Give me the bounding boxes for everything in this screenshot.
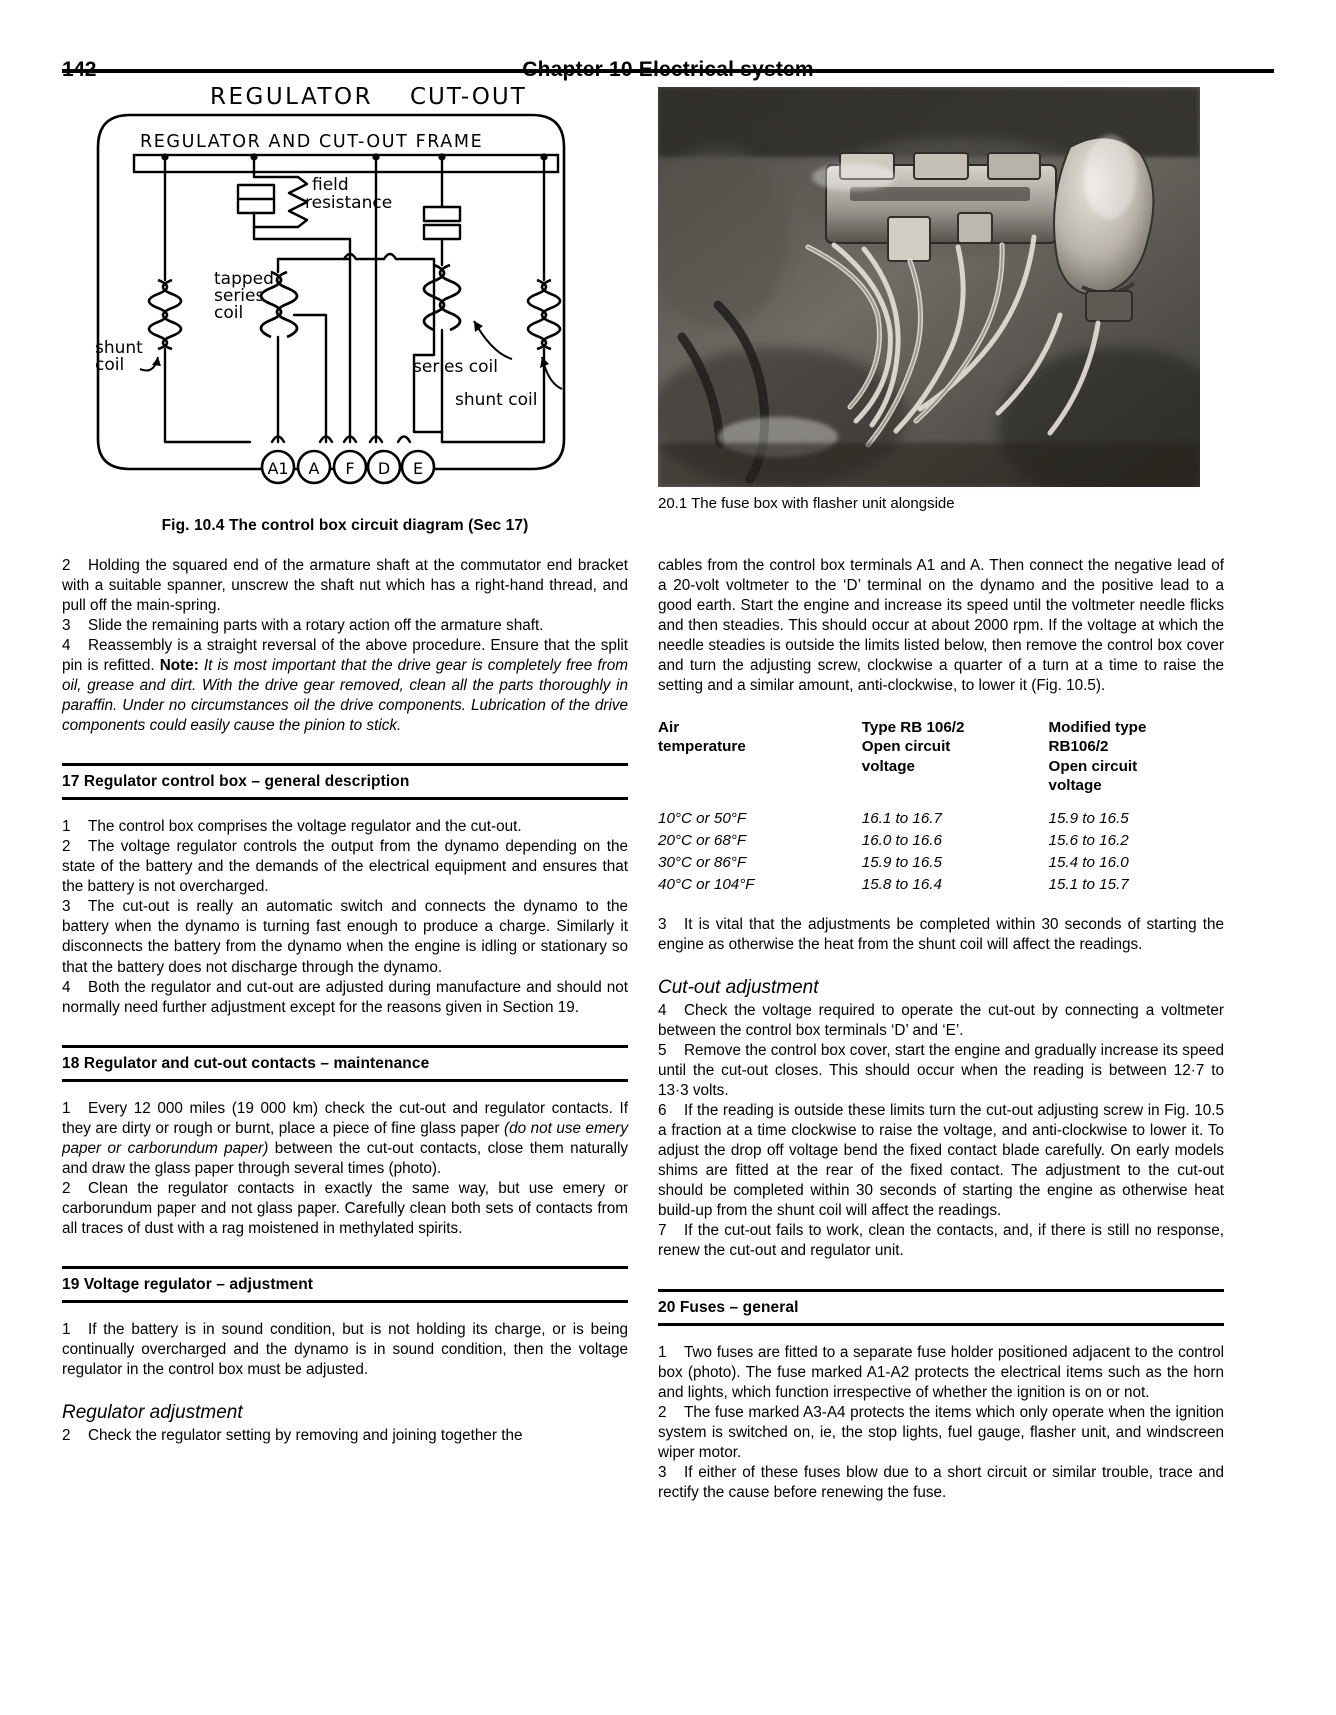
paragraph (62, 978, 628, 1018)
header-line: voltage (861, 757, 915, 775)
cell-standard-voltage: 15.8 to 16.4 (861, 875, 942, 893)
paragraph-text: It is vital that the adjustments be completed within 30 seconds of starting the engine as otherwise the heat from the shunt coil will affect the readings. (658, 916, 1224, 954)
table-row (658, 853, 1224, 875)
paragraph-number: 1 (62, 1320, 71, 1338)
table-row (658, 875, 1224, 897)
paragraph-text: Check the voltage required to operate the cut-out by connecting a voltmeter between the control box terminals ‘D’ and ‘E’. (658, 1002, 1224, 1040)
subheading-regulator-adjustment: Regulator adjustment (62, 1401, 243, 1423)
paragraph (658, 1343, 1224, 1403)
paragraph-text: Two fuses are fitted to a separate fuse holder positioned adjacent to the control box (photo). The fuse marked A1-A2 protects the electrical items such as the horn and lights, which function irrespective of whether the ignition is on or not. (658, 1343, 1224, 1401)
paragraph-text: Every 12 000 miles (19 000 km) check the cut-out and regulator contacts. If they are dirty or rough or burnt, place a piece of fine glass paper (62, 1099, 628, 1137)
paragraph-number: 2 (62, 1179, 71, 1197)
section-rule-top (62, 1266, 628, 1269)
cell-air-temperature: 20°C or 68°F (658, 831, 747, 849)
section-17 (62, 763, 628, 800)
paragraph-text: If the cut-out fails to work, clean the contacts, and, if there is still no response, renew the cut-out and regulator unit. (658, 1222, 1224, 1260)
paragraph-text: The fuse marked A3-A4 protects the items which only operate when the ignition system is switched on, ie, the stop lights, fuel gauge, flasher unit, and windscreen wiper motor. (658, 1403, 1224, 1461)
paragraph (658, 1221, 1224, 1261)
cell-standard-voltage: 15.9 to 16.5 (861, 853, 942, 871)
cell-standard-voltage: 16.1 to 16.7 (861, 809, 942, 827)
paragraph (658, 1101, 1224, 1221)
paragraph-text: Both the regulator and cut-out are adjusted during manufacture and should not normally need further adjustment except for the reasons given in Section 19. (62, 978, 628, 1016)
cell-modified-voltage: 15.9 to 16.5 (1048, 809, 1129, 827)
terminal-e-label: E (412, 459, 424, 478)
table-header-row (658, 718, 1224, 809)
table-row (658, 831, 1224, 853)
section-heading: 18 Regulator and cut-out contacts – maintenance (62, 1054, 430, 1072)
column-header-air-temperature (658, 718, 862, 809)
paragraph-number: 3 (62, 617, 71, 635)
paragraph-text: The control box comprises the voltage regulator and the cut-out. (88, 818, 522, 836)
figure-caption: Fig. 10.4 The control box circuit diagram (Sec 17) (161, 517, 529, 534)
header-line: Open circuit (1048, 757, 1138, 775)
diagram-label-shunt-right: shunt coil (455, 390, 538, 410)
paragraph-number: 2 (62, 1426, 71, 1444)
paragraph (658, 1403, 1224, 1463)
left-text-column (62, 556, 628, 1503)
paragraph (62, 897, 628, 977)
terminal-d-label: D (377, 459, 391, 478)
table-head (658, 718, 1224, 809)
header-line: Open circuit (861, 738, 951, 756)
column-header-type-rb106-2 (862, 718, 1049, 809)
paragraph (658, 1041, 1224, 1101)
paragraph (62, 1179, 628, 1239)
section-rule-bottom (62, 1079, 628, 1082)
paragraph-text: Holding the squared end of the armature shaft at the commutator end bracket with a suitable spanner, unscrew the shaft nut which has a right-hand thread, and pull off the main-spring. (62, 557, 628, 615)
cell-modified-voltage: 15.6 to 16.2 (1048, 831, 1129, 849)
terminal-a1-label: A1 (267, 459, 289, 478)
diagram-label-regulator: REGULATOR (210, 87, 374, 110)
paragraph (62, 1426, 628, 1446)
figure-column-right (658, 87, 1224, 535)
paragraph-with-note (62, 636, 628, 736)
diagram-label-shunt-left-2: coil (95, 355, 125, 375)
paragraph (658, 1463, 1224, 1503)
paragraph-text: The cut-out is really an automatic switch and connects the dynamo to the battery when the dynamo is turning fast enough to produce a charge. Similarly it disconnects the battery from the dynamo when the engine is idling or stationary so that the battery does not discharge through the dynamo. (62, 898, 628, 976)
paragraph-number: 5 (658, 1042, 667, 1060)
header-line: Air (658, 719, 680, 737)
fuse-box-photo (658, 87, 1200, 487)
section-rule-top (658, 1289, 1224, 1292)
paragraph-text: If either of these fuses blow due to a short circuit or similar trouble, trace and rectify the cause before renewing the fuse. (658, 1463, 1224, 1501)
page-number: 142 (62, 58, 97, 81)
control-box-circuit-diagram (62, 87, 628, 507)
paragraph (62, 616, 628, 636)
column-header-modified-type-rb106-2 (1049, 718, 1224, 809)
diagram-label-field: field (312, 175, 349, 195)
section-heading: 17 Regulator control box – general description (62, 773, 410, 791)
fuse-box-photo-svg (658, 87, 1200, 487)
header-line: temperature (658, 738, 746, 756)
paragraph-text: Slide the remaining parts with a rotary action off the armature shaft. (88, 617, 544, 635)
paragraph-number: 7 (658, 1222, 667, 1240)
italic-aside: (do not use emery paper or carborundum paper) (62, 1119, 628, 1157)
terminal-f-label: F (345, 459, 355, 478)
section-heading: 20 Fuses – general (658, 1298, 799, 1316)
note-label: Note (159, 657, 194, 675)
diagram-label-series-coil: series coil (413, 357, 498, 377)
arrowhead-shunt-left (152, 357, 161, 366)
paragraph-number: 4 (62, 637, 71, 655)
paragraph (62, 837, 628, 897)
paragraph-text: The voltage regulator controls the output from the dynamo depending on the state of the battery and the demands of the electrical equipment and ensures that the battery is not overcharged. (62, 838, 628, 896)
section-20 (658, 1289, 1224, 1326)
paragraph-text: Check the regulator setting by removing and joining together the (88, 1426, 523, 1444)
paragraph-number: 3 (658, 1463, 667, 1481)
chapter-title: Chapter 10 Electrical system (522, 58, 814, 81)
diagram-label-series: series (214, 286, 265, 306)
figure-column-left (62, 87, 628, 535)
paragraph-number: 4 (658, 1002, 667, 1020)
cell-air-temperature: 40°C or 104°F (658, 875, 755, 893)
paragraph-number: 2 (62, 838, 71, 856)
header-line: RB106/2 (1048, 738, 1109, 756)
diagram-label-frame: REGULATOR AND CUT-OUT FRAME (140, 132, 484, 152)
subheading-cutout-adjustment: Cut-out adjustment (658, 977, 819, 999)
paragraph-number: 6 (658, 1102, 667, 1120)
section-rule-top (62, 763, 628, 766)
paragraph-text: If the battery is in sound condition, but is not holding its charge, or is being continually overcharged and the dynamo is in sound condition, then the voltage regulator in the control box must be adjusted. (62, 1320, 628, 1378)
diagram-label-resistance: resistance (305, 193, 393, 213)
paragraph-text: Clean the regulator contacts in exactly the same way, but use emery or carborundum paper and not glass paper. Carefully clean both sets of contacts from all traces of dust with a rag moistened in methylated spirits. (62, 1179, 628, 1237)
figures-row (62, 87, 1274, 535)
paragraph-text: Reassembly is a straight reversal of the above procedure. Ensure that the split pin is refitted. (62, 637, 628, 675)
table-row (658, 809, 1224, 831)
cell-standard-voltage: 16.0 to 16.6 (861, 831, 942, 849)
section-rule-top (62, 1045, 628, 1048)
right-text-column (658, 556, 1224, 1503)
diagram-label-cutout: CUT-OUT (410, 87, 527, 110)
section-18 (62, 1045, 628, 1082)
section-19 (62, 1266, 628, 1303)
paragraph-number: 4 (62, 978, 71, 996)
section-heading: 19 Voltage regulator – adjustment (62, 1275, 314, 1293)
cell-air-temperature: 30°C or 86°F (658, 853, 747, 871)
diagram-label-coil: coil (214, 303, 244, 323)
page-header (62, 0, 1274, 81)
paragraph (658, 1001, 1224, 1041)
section-rule-bottom (658, 1323, 1224, 1326)
paragraph-text: If the reading is outside these limits turn the cut-out adjusting screw in Fig. 10.5 a fraction at a time clockwise to raise the voltage, and anti-clockwise to lower it. To adjust the drop off voltage bend the fixed contact blade carefully. On early models shims are fitted at the rear of the fixed contact. The adjustment to the cut-out should be completed within 30 seconds of starting the engine as otherwise heat build-up from the shunt coil will affect the readings. (658, 1102, 1224, 1220)
continuation-paragraph: cables from the control box terminals A1 and A. Then connect the negative lead of a 20-volt voltmeter to the ‘D’ terminal on the dynamo and the positive lead to a good earth. Start the engine and increase its speed until the voltmeter needle flicks and then steadies. This should occur at about 2000 rpm. If the voltage at which the needle steadies is outside the limits listed below, then remove the control box cover and turn the adjusting screw, clockwise a quarter of a turn at a time to raise the setting and a similar amount, anti-clockwise, to lower it (Fig. 10.5). (658, 557, 1224, 695)
cell-modified-voltage: 15.1 to 15.7 (1048, 875, 1129, 893)
paragraph (62, 817, 628, 837)
note-colon: : (193, 657, 204, 675)
header-line: Type RB 106/2 (861, 719, 965, 737)
open-circuit-voltage-table (658, 718, 1224, 897)
paragraph-with-italic (62, 1099, 628, 1179)
paragraph (62, 556, 628, 616)
body-columns (62, 556, 1274, 1503)
table-body (658, 809, 1224, 897)
paragraph-number: 2 (62, 557, 71, 574)
section-rule-bottom (62, 797, 628, 800)
header-line: Modified type (1048, 719, 1147, 737)
photo-caption: 20.1 The fuse box with flasher unit alongside (658, 495, 955, 512)
cell-air-temperature: 10°C or 50°F (658, 809, 747, 827)
paragraph-number: 1 (62, 1099, 71, 1117)
cell-modified-voltage: 15.4 to 16.0 (1048, 853, 1129, 871)
paragraph-number: 1 (62, 818, 71, 836)
diagram-label-tapped: tapped (214, 269, 274, 289)
paragraph (62, 1320, 628, 1380)
paragraph-number: 3 (62, 898, 71, 916)
paragraph-number: 3 (658, 916, 667, 934)
circuit-diagram-svg (62, 87, 628, 507)
paragraph-number: 2 (658, 1403, 667, 1421)
diagram-label-shunt-left-1: shunt (95, 338, 143, 358)
paragraph-text-after: between the cut-out contacts, close them naturally and draw the glass paper through several times (photo). (62, 1139, 628, 1177)
note-italic-text: It is most important that the drive gear is completely free from oil, grease and dirt. With the drive gear removed, clean all the parts thoroughly in paraffin. Under no circumstances oil the drive components. Lubrication of the drive components could easily cause the pinion to stick. (62, 657, 628, 735)
paragraph (658, 915, 1224, 955)
header-line: voltage (1048, 776, 1102, 794)
terminal-a-label: A (308, 459, 320, 478)
paragraph-number: 1 (658, 1343, 667, 1361)
section-rule-bottom (62, 1300, 628, 1303)
paragraph-text: Remove the control box cover, start the engine and gradually increase its speed until the cut-out closes. This should occur when the reading is between 12·7 to 13·3 volts. (658, 1042, 1224, 1100)
